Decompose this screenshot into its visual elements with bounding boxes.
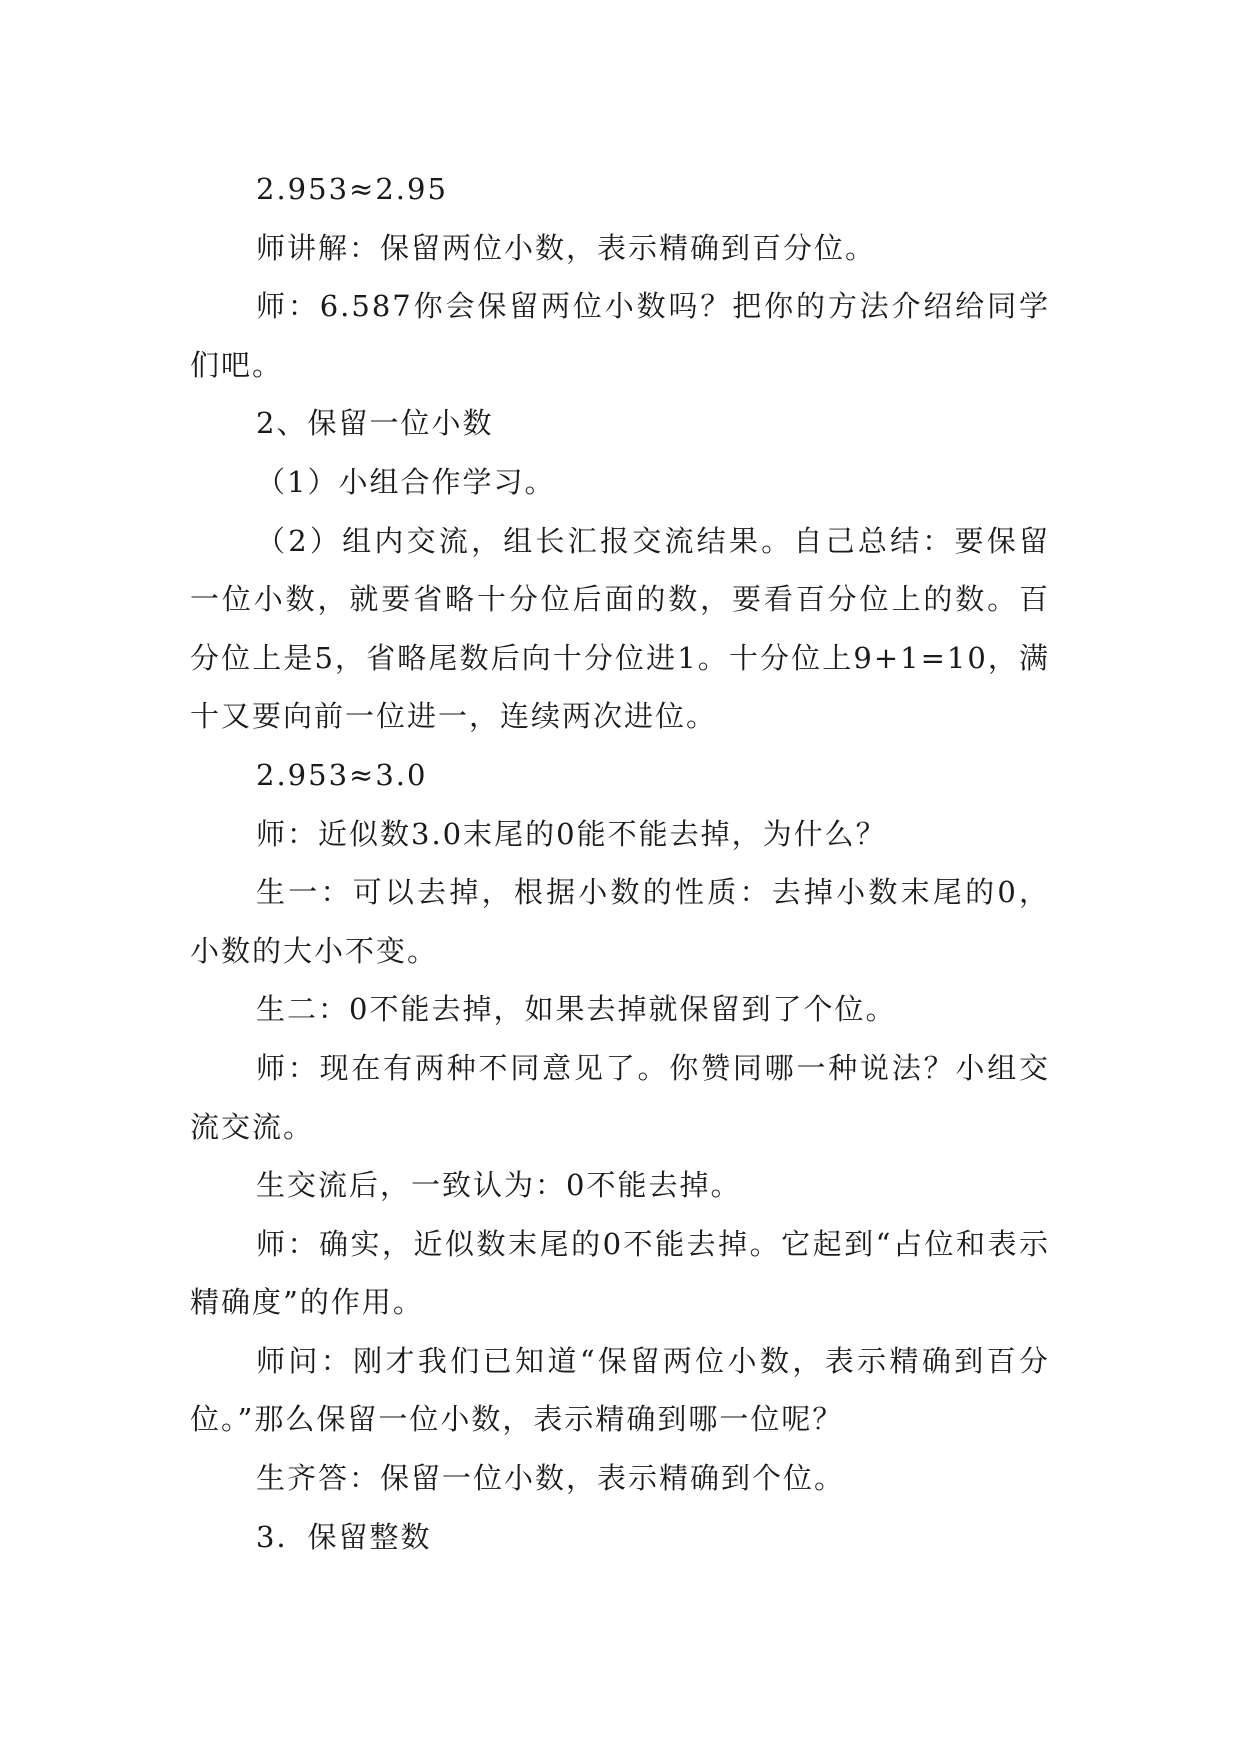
paragraph: 师问：刚才我们已知道“保留两位小数，表示精确到百分位。”那么保留一位小数，表示精确到哪一位呢？: [190, 1343, 1050, 1437]
paragraph: （1）小组合作学习。: [256, 464, 556, 499]
section-heading: 3．保留整数: [256, 1519, 432, 1554]
paragraph: 2.953≈2.95: [256, 172, 448, 206]
document-page: [190, 160, 1050, 1566]
paragraph: 师：现在有两种不同意见了。你赞同哪一种说法？小组交流交流。: [190, 1050, 1050, 1144]
paragraph: 生二：0不能去掉，如果去掉就保留到了个位。: [256, 992, 897, 1027]
paragraph: （2）组内交流，组长汇报交流结果。自己总结：要保留一位小数，就要省略十分位后面的数，要看百分位上的数。百分位上是5，省略尾数后向十分位进1。十分位上9+1=10，满十又要向前一位进一，连续两次进位。: [190, 523, 1050, 734]
paragraph: 师：近似数3.0末尾的0能不能去掉，为什么？: [256, 816, 887, 851]
paragraph: 师：6.587你会保留两位小数吗？把你的方法介绍给同学们吧。: [190, 289, 1050, 382]
paragraph: 师：确实，近似数末尾的0不能去掉。它起到“占位和表示精确度”的作用。: [190, 1226, 1050, 1320]
paragraph: 生交流后，一致认为：0不能去掉。: [256, 1168, 742, 1203]
paragraph: 师讲解：保留两位小数，表示精确到百分位。: [256, 230, 877, 265]
paragraph: 生一：可以去掉，根据小数的性质：去掉小数末尾的0，小数的大小不变。: [190, 875, 1050, 968]
section-heading: 2、保留一位小数: [256, 406, 494, 441]
paragraph: 2.953≈3.0: [256, 757, 428, 792]
paragraph: 生齐答：保留一位小数，表示精确到个位。: [256, 1461, 846, 1496]
